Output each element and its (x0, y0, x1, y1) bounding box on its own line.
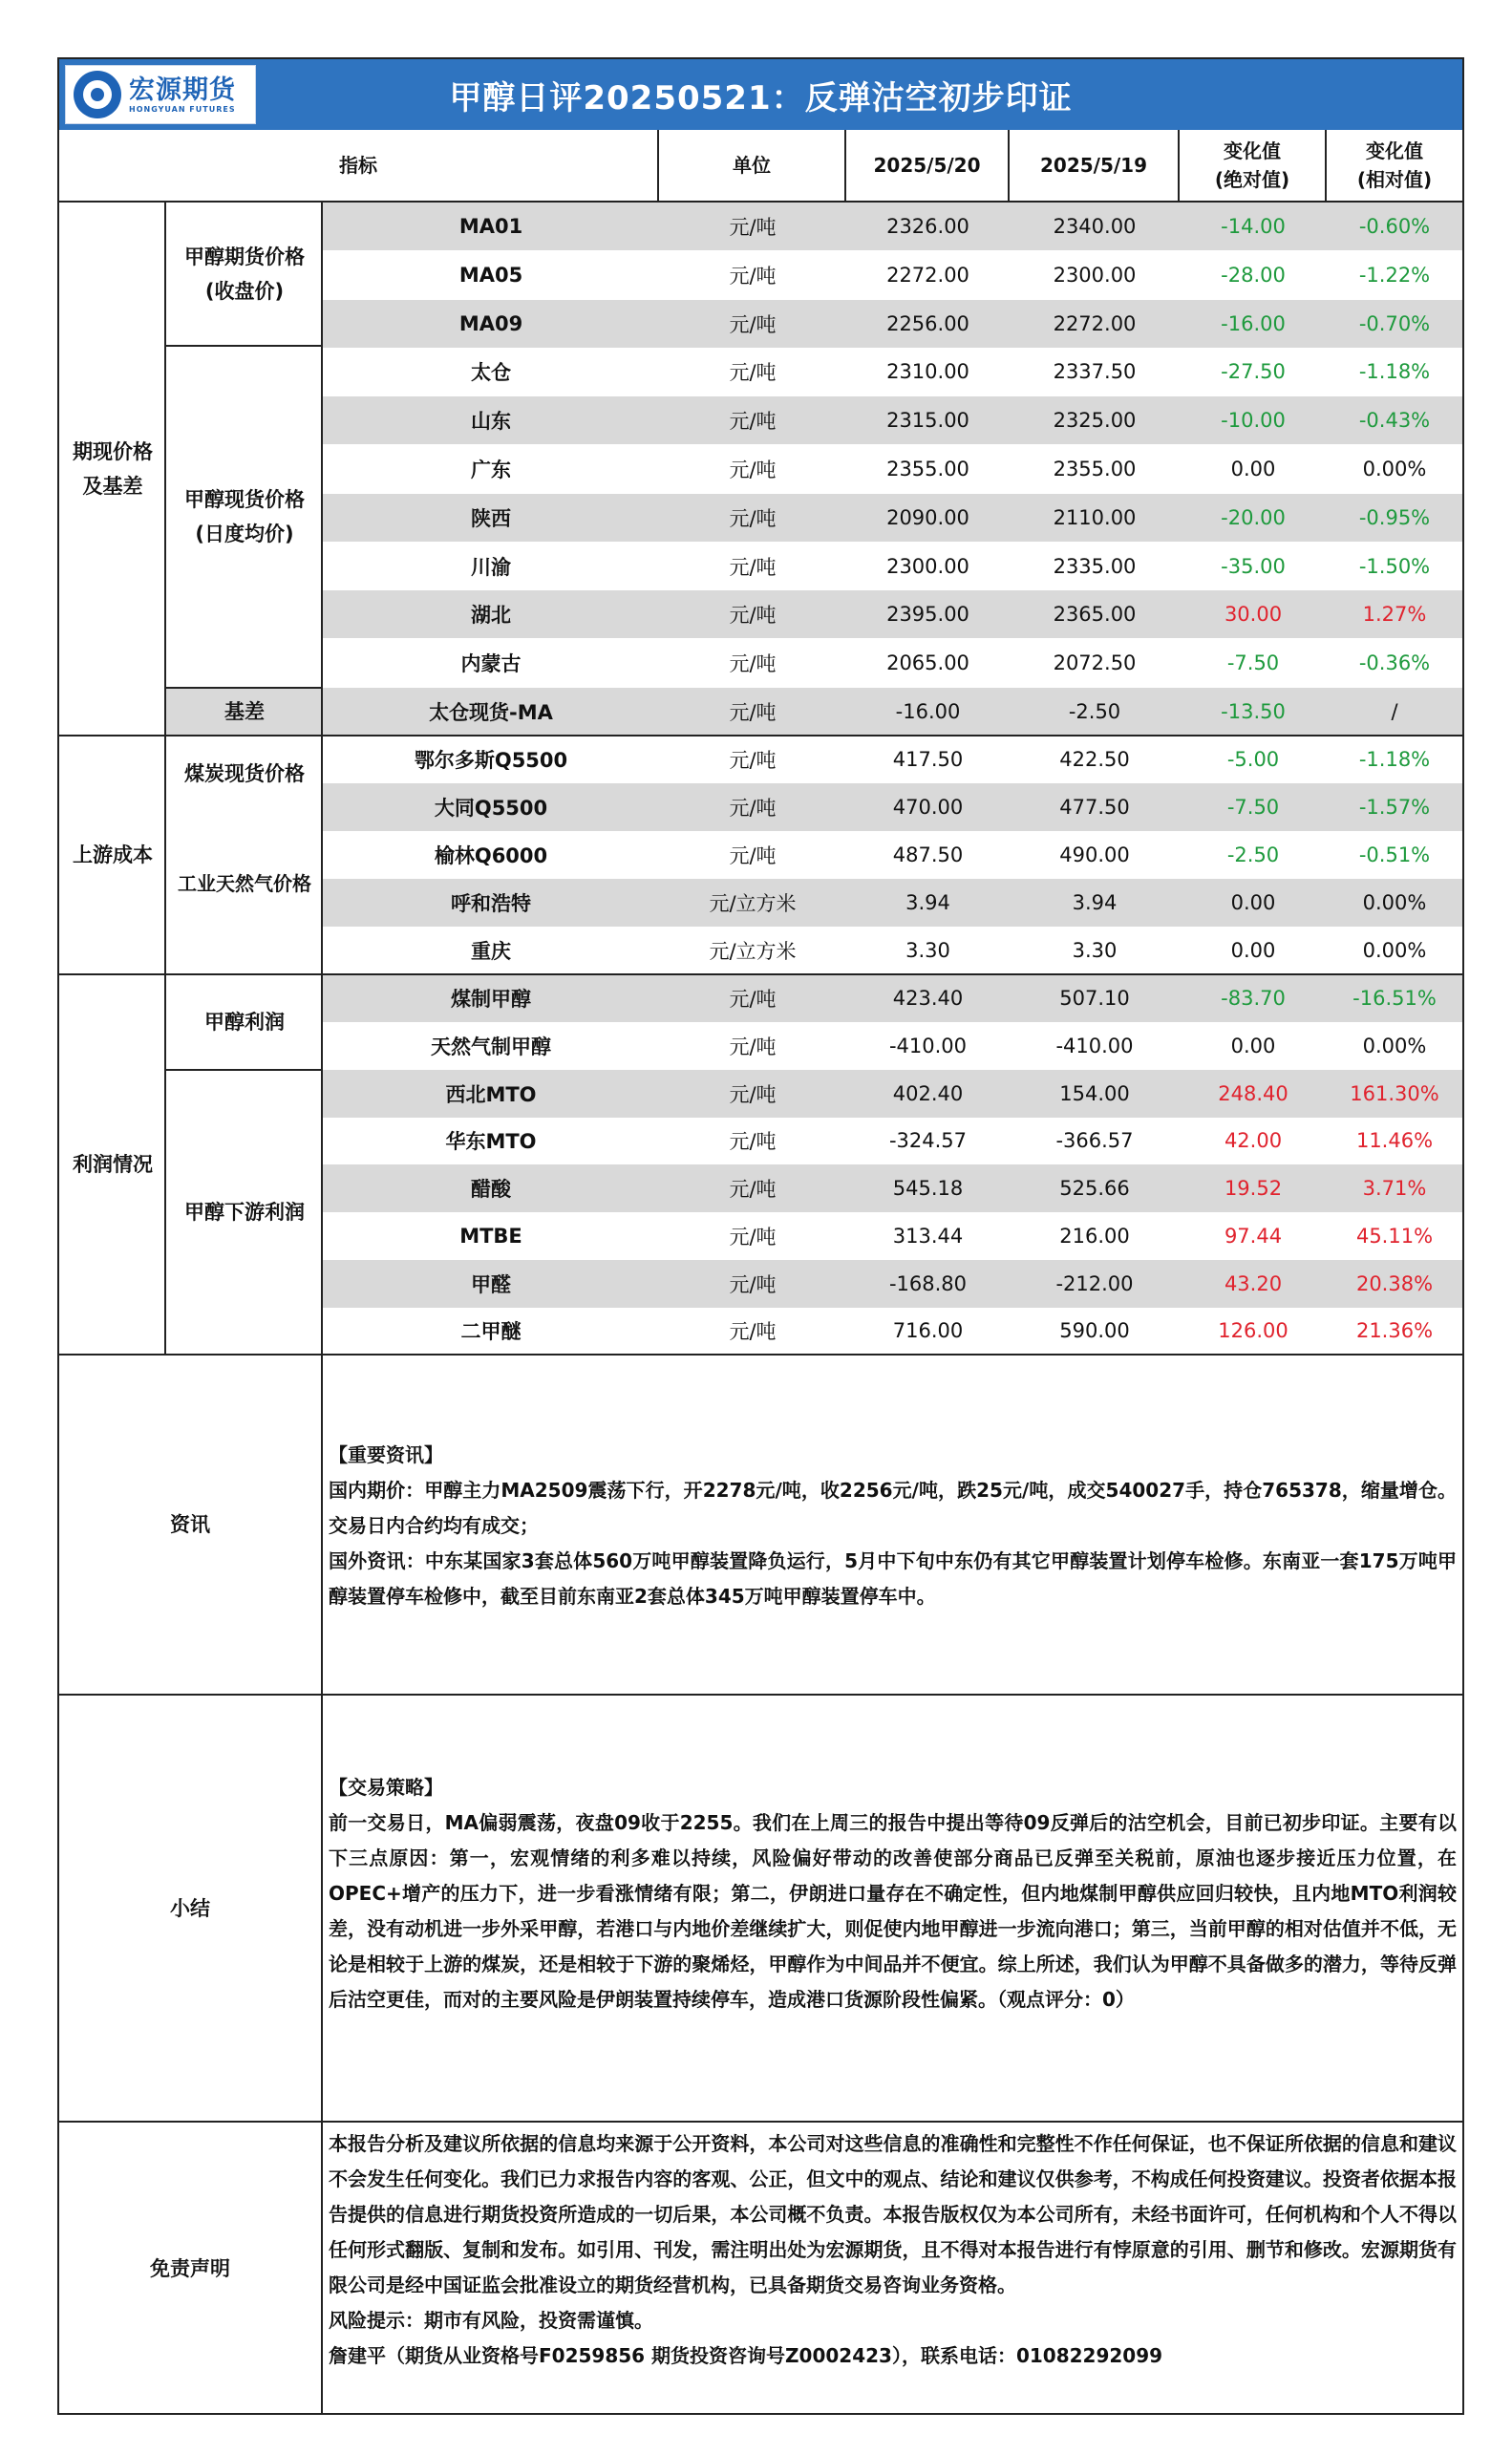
change-abs: -28.00 (1221, 263, 1286, 287)
unit-cell: 元/吨 (729, 988, 777, 1011)
header-abs-line1: 变化值 (1224, 139, 1281, 162)
subgroup-coal-price: 煤炭现货价格 (184, 762, 305, 785)
summary-content (323, 1770, 1462, 2017)
value-date2: 2355.00 (1053, 458, 1137, 480)
header-unit: 单位 (659, 130, 846, 201)
table-row (323, 1117, 1462, 1164)
change-abs: -13.50 (1221, 700, 1286, 723)
value-date1: 313.44 (892, 1224, 964, 1248)
header-rel-line1: 变化值 (1366, 139, 1423, 162)
value-date1: 2272.00 (886, 263, 969, 287)
unit-cell: 元/吨 (729, 1272, 777, 1296)
unit-cell: 元/立方米 (709, 892, 797, 915)
value-date1: 487.50 (892, 843, 964, 866)
indicator-name: 川渝 (471, 555, 511, 579)
unit-cell: 元/吨 (729, 216, 777, 239)
value-date1: 716.00 (892, 1319, 964, 1343)
value-date2: -366.57 (1055, 1129, 1134, 1153)
logo-emblem-icon (74, 71, 121, 118)
indicator-name: 太仓现货-MA (323, 688, 659, 736)
value-date1: 2326.00 (886, 215, 969, 238)
change-abs: -14.00 (1221, 215, 1286, 238)
indicator-name: 鄂尔多斯Q5500 (414, 749, 568, 772)
unit-cell: 元/吨 (729, 312, 777, 336)
change-rel: -0.43% (1358, 409, 1431, 433)
news-heading: 【重要资讯】 (329, 1443, 443, 1466)
unit-cell: 元/吨 (729, 1035, 777, 1058)
change-abs: 30.00 (1224, 603, 1283, 627)
change-rel: -0.95% (1358, 505, 1431, 529)
subgroup-downstream-profit: 甲醇下游利润 (184, 1201, 305, 1224)
header-abs-line2: (绝对值) (1214, 168, 1290, 191)
value-date1: 3.94 (905, 891, 950, 914)
unit-cell: 元/吨 (729, 361, 777, 385)
grid-line (321, 203, 323, 2415)
indicator-name: 二甲醚 (460, 1320, 522, 1344)
change-abs: -83.70 (1221, 987, 1286, 1010)
logo-english: HONGYUAN FUTURES (129, 104, 236, 114)
change-abs: 42.00 (1224, 1129, 1283, 1153)
risk-notice: 风险提示：期市有风险，投资需谨慎。 (329, 2309, 653, 2332)
unit-cell: 元/吨 (729, 555, 777, 579)
unit-cell: 元/吨 (729, 1082, 777, 1106)
logo-name: 宏源期货 (129, 75, 236, 105)
unit-cell: 元/吨 (729, 844, 777, 867)
change-abs: 0.00 (1230, 939, 1276, 962)
value-date1: 2355.00 (886, 458, 969, 480)
table-row (323, 1260, 1462, 1308)
unit-cell: 元/吨 (729, 1130, 777, 1154)
change-abs: -5.00 (1226, 748, 1280, 771)
value-date1: 3.30 (905, 939, 950, 962)
indicator-name: 太仓 (471, 361, 511, 385)
value-date1: 545.18 (892, 1177, 964, 1200)
value-date2: 490.00 (1059, 843, 1130, 866)
indicator-name: 内蒙古 (460, 652, 522, 676)
value-date1: 2395.00 (886, 603, 969, 627)
table-row (323, 639, 1462, 687)
change-rel: 0.00% (1362, 891, 1427, 914)
indicator-name: 醋酸 (323, 1164, 659, 1212)
unit-cell: 元/吨 (729, 604, 777, 628)
table-row (323, 974, 1462, 1022)
change-rel: 0.00% (1362, 939, 1427, 962)
subgroup-label-line2: (日度均价) (195, 523, 294, 545)
news-domestic: 国内期价：甲醇主力MA2509震荡下行，开2278元/吨，收2256元/吨，跌25元/吨，成交540027手，持仓765378，缩量增仓。交易日内合约均有成交； (329, 1479, 1457, 1537)
table-row (323, 590, 1462, 638)
change-rel: 11.46% (1355, 1129, 1434, 1153)
change-rel: -1.18% (1358, 748, 1431, 771)
indicator-name: 湖北 (323, 590, 659, 638)
change-abs: 97.44 (1224, 1224, 1283, 1248)
summary-text: 前一交易日，MA偏弱震荡，夜盘09收于2255。我们在上周三的报告中提出等待09反弹后的沽空机会，目前已初步印证。主要有以下三点原因：第一，宏观情绪的利多难以持续，风险偏好带动的改善使部分商品已反弹至关税前，原油也逐步接近压力位置，在OPEC+增产的压力下，进一步看涨情绪有限；第二，伊朗进口量存在不确定性，但内地煤制甲醇供应回归较快，且内地MTO利润较差，没有动机进一步外采甲醇，若港口与内地价差继续扩大，则促使内地甲醇进一步流向港口；第三，当前甲醇的相对估值并不低，无论是相较于上游的煤炭，还是相较于下游的聚烯烃，甲醇作为中间品并不便宜。综上所述，我们认为甲醇不具备做多的潜力，等待反弹后沽空更佳，而对的主要风险是伊朗装置持续停车，造成港口货源阶段性偏紧。（观点评分：0） (329, 1811, 1457, 2011)
indicator-name: 呼和浩特 (323, 879, 659, 927)
value-date2: 3.94 (1072, 891, 1118, 914)
change-rel: -1.57% (1358, 796, 1431, 819)
unit-cell: 元/吨 (729, 749, 777, 772)
change-rel: -0.36% (1358, 651, 1431, 675)
analyst-info: 詹建平（期货从业资格号F0259856 期货投资咨询号Z0002423），联系电话：01082292099 (329, 2344, 1163, 2367)
indicator-name: 榆林Q6000 (434, 844, 548, 867)
subgroup-futures-price (166, 203, 323, 346)
value-date2: 2272.00 (1053, 311, 1137, 335)
table-row (323, 736, 1462, 783)
report-title: 甲醇日评20250521：反弹沽空初步印证 (449, 78, 1073, 117)
unit-cell: 元/吨 (729, 797, 777, 820)
summary-label: 小结 (170, 1896, 210, 1920)
change-rel: -16.51% (1352, 987, 1437, 1010)
change-abs: 0.00 (1230, 891, 1276, 914)
change-rel: -0.51% (1358, 843, 1431, 866)
change-rel: 0.00% (1362, 1034, 1427, 1057)
subgroup-label-line2: (收盘价) (204, 280, 285, 303)
change-rel: -0.70% (1358, 311, 1431, 335)
value-date2: 525.66 (1059, 1177, 1130, 1200)
value-date2: -410.00 (1055, 1034, 1134, 1057)
subgroup-label-line1: 甲醇现货价格 (184, 488, 305, 511)
grid-line (164, 203, 166, 1355)
news-label: 资讯 (170, 1513, 210, 1536)
indicator-name: 山东 (323, 396, 659, 444)
change-abs: -7.50 (1226, 796, 1280, 819)
table-row (323, 251, 1462, 299)
change-rel: 20.38% (1355, 1271, 1434, 1295)
value-date2: 2335.00 (1053, 554, 1137, 578)
unit-cell: 元/吨 (729, 264, 777, 288)
table-row (323, 1022, 1462, 1070)
header-abs-change (1180, 130, 1327, 201)
indicator-name: MTBE (459, 1224, 522, 1248)
disclaimer-text: 本报告分析及建议所依据的信息均来源于公开资料，本公司对这些信息的准确性和完整性不作任何保证，也不保证所依据的信息和建议不会发生任何变化。我们已力求报告内容的客观、公正，但文中的观点、结论和建议仅供参考，不构成任何投资建议。投资者依据本报告提供的信息进行期货投资所造成的一切后果，本公司概不负责。本报告版权仅为本公司所有，未经书面许可，任何机构和个人不得以任何形式翻版、复制和发布。如引用、刊发，需注明出处为宏源期货，且不得对本报告进行有悖原意的引用、删节和修改。宏源期货有限公司是经中国证监会批准设立的期货经营机构，已具备期货交易咨询业务资格。 (329, 2132, 1457, 2296)
indicator-name: 广东 (471, 459, 511, 481)
table-row (323, 831, 1462, 879)
value-date1: 2090.00 (886, 505, 969, 529)
table-row (323, 300, 1462, 348)
header-rel-line2: (相对值) (1356, 168, 1433, 191)
value-date2: 590.00 (1059, 1319, 1130, 1343)
header-indicator: 指标 (59, 130, 659, 201)
change-abs: -35.00 (1221, 554, 1286, 578)
value-date1: 470.00 (892, 796, 964, 819)
table-row (323, 1070, 1462, 1118)
grid-line (164, 687, 323, 689)
change-rel: 161.30% (1350, 1081, 1439, 1105)
news-foreign: 国外资讯：中东某国家3套总体560万吨甲醇装置降负运行，5月中下旬中东仍有其它甲醇装置计划停车检修。东南亚一套175万吨甲醇装置停车检修中，截至目前东南亚2套总体345万吨甲醇装置停车中。 (329, 1549, 1457, 1608)
change-abs: 0.00 (1230, 1034, 1276, 1057)
unit-cell: 元/吨 (729, 410, 777, 434)
table-row (323, 543, 1462, 590)
value-date1: 2256.00 (886, 311, 969, 335)
value-date2: 2337.50 (1053, 360, 1137, 384)
change-abs: 43.20 (1224, 1271, 1283, 1295)
value-date2: -212.00 (1055, 1271, 1134, 1295)
indicator-name: MA09 (323, 300, 659, 348)
group-label-line1: 期现价格 (73, 440, 153, 463)
change-rel: -1.18% (1358, 360, 1431, 384)
group-upstream-cost: 上游成本 (73, 843, 153, 866)
unit-cell: 元/吨 (729, 1225, 777, 1249)
indicator-name: MA05 (458, 263, 523, 287)
table-row (323, 396, 1462, 444)
change-rel: 0.00% (1362, 458, 1427, 480)
table-row (323, 783, 1462, 831)
table-row (323, 879, 1462, 927)
table-row (323, 445, 1462, 493)
report-sheet (57, 57, 1464, 2415)
indicator-name: 陕西 (323, 494, 659, 542)
indicator-name: 华东MTO (445, 1130, 537, 1154)
value-date2: 2072.50 (1053, 651, 1137, 675)
disclaimer-label: 免责声明 (150, 2257, 230, 2280)
grid-line (59, 735, 1462, 736)
change-abs: -10.00 (1221, 409, 1286, 433)
table-row (323, 1307, 1462, 1355)
table-row (323, 1164, 1462, 1212)
header-rel-change (1327, 130, 1462, 201)
header-date1: 2025/5/20 (846, 130, 1010, 201)
indicator-name: MA01 (323, 203, 659, 250)
subgroup-basis: 基差 (166, 688, 323, 736)
unit-cell: 元/吨 (729, 701, 777, 724)
unit-cell: 元/吨 (729, 1320, 777, 1344)
title-bar (59, 59, 1462, 130)
indicator-name: 天然气制甲醇 (431, 1035, 551, 1058)
unit-cell: 元/吨 (729, 1178, 777, 1201)
change-rel: -0.60% (1358, 215, 1431, 238)
change-abs: 248.40 (1218, 1081, 1288, 1105)
value-date2: 2300.00 (1053, 263, 1137, 287)
value-date2: 2325.00 (1053, 409, 1137, 433)
group-spot-futures (59, 203, 166, 736)
change-rel: 1.27% (1362, 603, 1427, 627)
value-date2: 216.00 (1059, 1224, 1130, 1248)
value-date2: -2.50 (1068, 700, 1121, 723)
unit-cell: 元/吨 (729, 459, 777, 481)
value-date1: 2310.00 (886, 360, 969, 384)
value-date2: 507.10 (1059, 987, 1130, 1010)
value-date2: 2365.00 (1053, 603, 1137, 627)
change-abs: 126.00 (1218, 1319, 1288, 1343)
indicator-name: 大同Q5500 (323, 783, 659, 831)
unit-cell: 元/吨 (729, 652, 777, 676)
value-date2: 422.50 (1059, 748, 1130, 771)
value-date1: 2065.00 (886, 651, 969, 675)
table-row (323, 494, 1462, 542)
value-date1: -324.57 (888, 1129, 968, 1153)
news-content (323, 1438, 1462, 1614)
grid-line (164, 1069, 323, 1071)
value-date1: -168.80 (888, 1271, 968, 1295)
grid-line (59, 973, 1462, 975)
table-row (323, 927, 1462, 974)
change-rel: 45.11% (1355, 1224, 1434, 1248)
change-abs: -20.00 (1221, 505, 1286, 529)
table-row (323, 688, 1462, 736)
table-row (323, 348, 1462, 395)
value-date1: -16.00 (895, 700, 961, 723)
company-logo (65, 65, 256, 124)
change-rel: 3.71% (1362, 1177, 1427, 1200)
table-header (59, 130, 1462, 203)
table-row (323, 203, 1462, 250)
value-date1: 2300.00 (886, 554, 969, 578)
value-date2: 2340.00 (1053, 215, 1137, 238)
value-date2: 154.00 (1059, 1081, 1130, 1105)
indicator-name: 重庆 (471, 940, 511, 963)
value-date1: 2315.00 (886, 409, 969, 433)
change-abs: 19.52 (1224, 1177, 1283, 1200)
group-profit: 利润情况 (73, 1153, 153, 1176)
unit-cell: 元/吨 (729, 506, 777, 530)
change-rel: -1.50% (1358, 554, 1431, 578)
change-abs: -16.00 (1221, 311, 1286, 335)
change-abs: 0.00 (1230, 458, 1276, 480)
change-abs: -2.50 (1226, 843, 1280, 866)
unit-cell: 元/立方米 (709, 940, 797, 963)
value-date2: 2110.00 (1053, 505, 1137, 529)
subgroup-gas-price: 工业天然气价格 (178, 872, 311, 895)
summary-heading: 【交易策略】 (329, 1776, 443, 1799)
change-rel: / (1391, 700, 1398, 723)
value-date1: 402.40 (892, 1081, 964, 1105)
value-date1: 423.40 (892, 987, 964, 1010)
header-date2: 2025/5/19 (1010, 130, 1180, 201)
disclaimer-content (323, 2126, 1462, 2374)
change-abs: -7.50 (1226, 651, 1280, 675)
subgroup-methanol-profit: 甲醇利润 (204, 1011, 285, 1034)
value-date1: 417.50 (892, 748, 964, 771)
change-rel: 21.36% (1355, 1319, 1434, 1343)
grid-line (164, 345, 323, 347)
group-label-line2: 及基差 (82, 475, 143, 498)
change-rel: -1.22% (1358, 263, 1431, 287)
value-date1: -410.00 (888, 1034, 968, 1057)
value-date2: 3.30 (1072, 939, 1118, 962)
indicator-name: 甲醛 (323, 1260, 659, 1308)
change-abs: -27.50 (1221, 360, 1286, 384)
subgroup-spot-price (166, 346, 323, 688)
table-row (323, 1212, 1462, 1260)
indicator-name: 西北MTO (323, 1070, 659, 1118)
subgroup-label-line1: 甲醇期货价格 (184, 246, 305, 268)
indicator-name: 煤制甲醇 (323, 974, 659, 1022)
value-date2: 477.50 (1059, 796, 1130, 819)
